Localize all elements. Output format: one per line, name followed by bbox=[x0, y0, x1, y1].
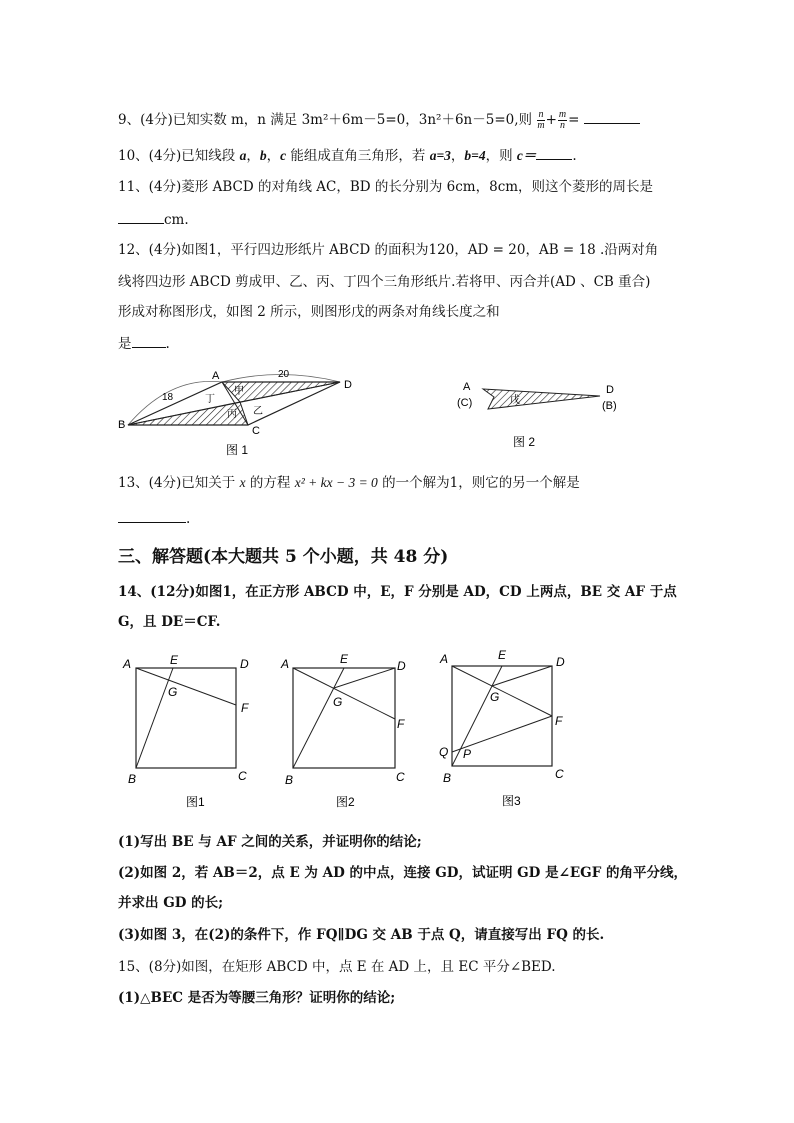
q10-end: . bbox=[572, 148, 577, 164]
q13-end: . bbox=[186, 511, 191, 527]
q9-fraction-n-over-m bbox=[537, 110, 544, 131]
label-d: D bbox=[344, 379, 352, 391]
section-3-title: 三、解答题(本大题共 5 个小题，共 48 分) bbox=[118, 547, 449, 567]
question-15-line-1: 15、(8分)如图，在矩形 ABCD 中，点 E 在 AD 上，且 EC 平分∠BED. bbox=[118, 959, 556, 975]
question-11-answer bbox=[118, 209, 189, 229]
q10-ask: ，则 bbox=[485, 148, 513, 164]
fig1-label-f: F bbox=[241, 701, 249, 715]
q14-figure-1 bbox=[122, 653, 249, 809]
fig2-label-d: D bbox=[606, 384, 614, 396]
q9-answer-blank[interactable] bbox=[584, 109, 640, 124]
question-13 bbox=[118, 474, 580, 492]
fig2-label-c: (C) bbox=[457, 397, 473, 409]
length-18: 18 bbox=[162, 392, 174, 403]
fig1-label-d: D bbox=[240, 657, 249, 671]
question-10 bbox=[118, 145, 577, 165]
q14-figure-2 bbox=[280, 652, 406, 809]
question-14-part-3: (3)如图 3，在(2)的条件下，作 FQ∥DG 交 AB 于点 Q，请直接写出 FQ 的长. bbox=[118, 927, 605, 943]
fig3-label-d: D bbox=[556, 655, 565, 669]
q9-fraction-m-over-n bbox=[558, 110, 567, 131]
q13-mid: 的方程 bbox=[249, 475, 291, 491]
figure-2-kite bbox=[457, 381, 617, 449]
q10-sep: ， bbox=[246, 148, 260, 164]
fig1-label-e: E bbox=[170, 653, 179, 667]
length-20: 20 bbox=[278, 369, 290, 380]
caption-q14-figure-2: 图2 bbox=[336, 795, 355, 809]
label-yi: 乙 bbox=[253, 406, 263, 417]
q10-sep: ， bbox=[450, 148, 465, 164]
label-jia: 甲 bbox=[234, 386, 244, 397]
question-14-line-2: G，且 DE＝CF. bbox=[118, 614, 221, 630]
fig2-label-e: E bbox=[340, 652, 349, 666]
fig3-label-q: Q bbox=[439, 745, 449, 759]
q12-end: . bbox=[165, 336, 170, 352]
q10-var-b: b bbox=[259, 148, 267, 163]
kite-wu bbox=[483, 389, 600, 409]
q14-figure-3 bbox=[439, 648, 565, 808]
q13-equation: x² + kx − 3 = 0 bbox=[294, 475, 378, 490]
fig2-label-d: D bbox=[397, 659, 406, 673]
q12-line4-text: 是 bbox=[118, 336, 132, 352]
question-14-part-2a: (2)如图 2，若 AB＝2，点 E 为 AD 的中点，连接 GD，试证明 GD 是∠EGF 的角平分线， bbox=[118, 865, 687, 881]
fig3-label-e: E bbox=[498, 648, 507, 662]
fig3-label-a: A bbox=[440, 652, 449, 666]
fig2-label-c: C bbox=[396, 770, 405, 784]
q10-var-a: a bbox=[239, 148, 247, 163]
question-12-line-3: 形成对称图形戊，如图 2 所示，则图形戊的两条对角线长度之和 bbox=[118, 304, 500, 320]
q9-text: 9、(4分)已知实数 m，n 满足 3m²＋6m－5=0，3n²＋6n－5=0,则 bbox=[118, 112, 533, 128]
label-c: C bbox=[252, 425, 260, 437]
fig1-label-b: B bbox=[128, 772, 137, 786]
question-12-line-4 bbox=[118, 333, 170, 353]
q11-text: 11、(4分)菱形 ABCD 的对角线 AC，BD 的长分别为 6cm，8cm，则这个菱形的周长是 bbox=[118, 179, 654, 195]
question-14-line-1: 14、(12分)如图1，在正方形 ABCD 中，E，F 分别是 AD，CD 上两点，BE 交 AF 于点 bbox=[118, 584, 677, 600]
segment-be-1 bbox=[136, 668, 173, 768]
label-a: A bbox=[212, 370, 220, 382]
fig2-label-b: B bbox=[285, 773, 294, 787]
fig3-label-f: F bbox=[555, 714, 563, 728]
q10-c-eq: c＝ bbox=[516, 148, 537, 163]
q9-frac2-den: n bbox=[559, 120, 565, 131]
q13-var-x: x bbox=[239, 475, 246, 490]
caption-q14-figure-1: 图1 bbox=[186, 795, 205, 809]
fig2-label-a: A bbox=[281, 657, 290, 671]
label-wu: 戊 bbox=[510, 395, 520, 406]
q10-middle: 能组成直角三角形，若 bbox=[290, 148, 426, 164]
question-13-answer bbox=[118, 508, 190, 528]
segment-be-3 bbox=[452, 666, 502, 766]
fig3-label-p: P bbox=[463, 747, 472, 761]
fig1-label-c: C bbox=[238, 769, 247, 783]
fig3-label-b: B bbox=[443, 771, 452, 785]
q9-equals: = bbox=[568, 112, 580, 128]
question-9 bbox=[118, 109, 640, 131]
fig2-label-f: F bbox=[397, 717, 405, 731]
figure-1-parallelogram bbox=[118, 369, 352, 457]
q10-prefix: 10、(4分)已知线段 bbox=[118, 148, 236, 164]
segment-af-1 bbox=[136, 668, 236, 705]
q9-frac1-den: m bbox=[537, 120, 545, 131]
caption-q14-figure-3: 图3 bbox=[502, 794, 521, 808]
label-ding: 丁 bbox=[205, 394, 215, 405]
fig3-label-g: G bbox=[490, 690, 500, 704]
q12-answer-blank[interactable] bbox=[132, 333, 166, 348]
q12-figures bbox=[0, 362, 794, 462]
square-abcd-2 bbox=[293, 668, 395, 768]
q11-answer-blank[interactable] bbox=[118, 209, 164, 224]
q10-answer-blank[interactable] bbox=[536, 145, 572, 160]
q9-frac1-num: n bbox=[538, 109, 544, 120]
label-bing: 丙 bbox=[227, 409, 237, 420]
question-14-part-2b: 并求出 GD 的长; bbox=[118, 895, 224, 911]
label-b: B bbox=[118, 419, 126, 431]
question-14-part-1: (1)写出 BE 与 AF 之间的关系，并证明你的结论; bbox=[118, 834, 422, 850]
question-15-part-1: (1)△BEC 是否为等腰三角形？证明你的结论; bbox=[118, 990, 396, 1006]
fig1-label-g: G bbox=[168, 685, 178, 699]
q10-var-c: c bbox=[280, 148, 287, 163]
q14-figures bbox=[0, 648, 794, 818]
square-abcd-1 bbox=[136, 668, 236, 768]
caption-figure-2: 图 2 bbox=[513, 435, 536, 449]
fig1-label-a: A bbox=[123, 657, 132, 671]
q10-b-value: b=4 bbox=[464, 148, 486, 163]
q13-answer-blank[interactable] bbox=[118, 508, 186, 523]
caption-figure-1: 图 1 bbox=[226, 443, 249, 457]
q13-suffix: 的一个解为1，则它的另一个解是 bbox=[382, 475, 580, 491]
q10-sep: ， bbox=[266, 148, 281, 164]
segment-be-2 bbox=[293, 668, 344, 768]
fig2-label-g: G bbox=[333, 695, 343, 709]
question-12-line-1: 12、(4分)如图1，平行四边形纸片 ABCD 的面积为120，AD = 20，AB = 18 .沿两对角 bbox=[118, 242, 659, 258]
q13-prefix: 13、(4分)已知关于 bbox=[118, 475, 236, 491]
segment-af-3 bbox=[452, 666, 552, 716]
segment-gd-2 bbox=[334, 668, 395, 688]
q11-unit: cm. bbox=[164, 212, 189, 228]
q9-plus: + bbox=[545, 112, 557, 128]
fig2-label-a: A bbox=[463, 381, 471, 393]
q9-frac2-num: m bbox=[558, 109, 567, 120]
fig2-label-b: (B) bbox=[602, 400, 617, 412]
segment-af-2 bbox=[293, 668, 395, 719]
fig3-label-c: C bbox=[555, 767, 564, 781]
q10-a-value: a=3 bbox=[429, 148, 451, 163]
question-11 bbox=[118, 178, 653, 196]
question-12-line-2: 线将四边形 ABCD 剪成甲、乙、丙、丁四个三角形纸片.若将甲、丙合并(AD 、CB 重合) bbox=[118, 274, 651, 290]
